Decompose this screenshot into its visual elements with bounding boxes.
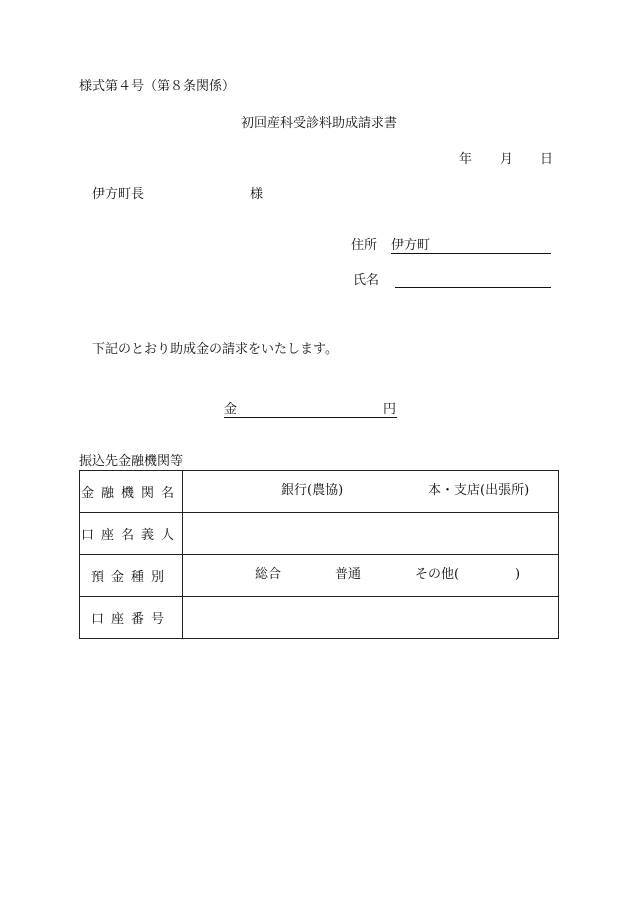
bank-section-heading: 振込先金融機関等	[79, 454, 184, 469]
bank-name-label: 金融機関名	[80, 471, 183, 513]
bank-table	[79, 470, 559, 639]
amount-unit: 円	[383, 402, 397, 417]
name-underline	[395, 287, 551, 288]
table-row	[80, 471, 559, 513]
address-label: 住所	[351, 238, 378, 253]
form-number: 様式第４号（第８条関係）	[79, 79, 236, 94]
deposit-type-cell[interactable]	[183, 555, 559, 597]
deposit-option-other[interactable]: その他(	[415, 567, 460, 582]
account-number-label: 口座番号	[80, 597, 183, 639]
table-row	[80, 555, 559, 597]
bank-name-cell[interactable]	[183, 471, 559, 513]
account-number-cell[interactable]	[183, 597, 559, 639]
name-label: 氏名	[353, 273, 380, 288]
table-row	[80, 597, 559, 639]
account-holder-cell[interactable]	[183, 513, 559, 555]
addressee-name: 伊方町長	[92, 187, 145, 202]
address-value[interactable]: 伊方町	[391, 238, 431, 253]
amount-underline	[224, 417, 397, 418]
address-underline	[391, 253, 551, 254]
deposit-type-label: 預金種別	[80, 555, 183, 597]
deposit-option-general[interactable]: 総合	[255, 567, 282, 582]
date-year-label: 年	[459, 152, 473, 167]
branch-suffix: 本・支店(出張所)	[428, 483, 530, 498]
amount-prefix: 金	[224, 402, 238, 417]
bank-suffix: 銀行(農協)	[281, 483, 344, 498]
request-statement: 下記のとおり助成金の請求をいたします。	[92, 342, 338, 357]
date-day-label: 日	[540, 152, 554, 167]
table-row	[80, 513, 559, 555]
date-month-label: 月	[500, 152, 514, 167]
account-holder-label: 口座名義人	[80, 513, 183, 555]
deposit-option-ordinary[interactable]: 普通	[335, 567, 362, 582]
deposit-option-other-close: )	[515, 567, 521, 582]
addressee-honorific: 様	[250, 187, 264, 202]
document-title: 初回産科受診料助成請求書	[241, 116, 398, 131]
